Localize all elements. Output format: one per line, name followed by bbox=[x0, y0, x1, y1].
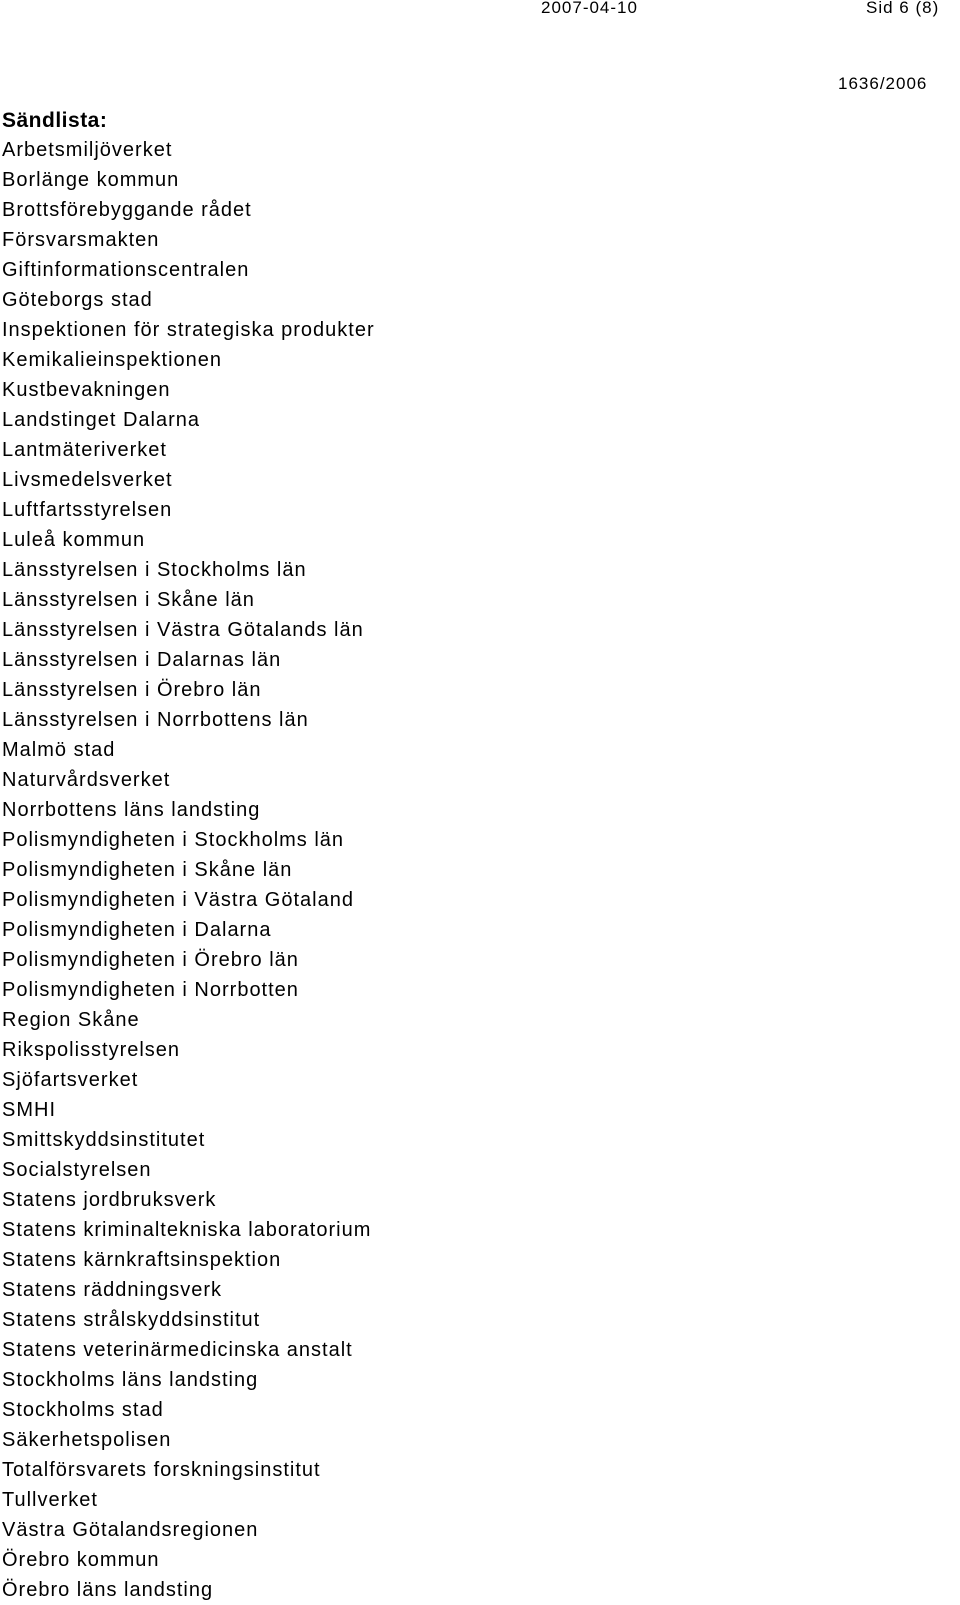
recipient-item: Rikspolisstyrelsen bbox=[2, 1039, 181, 1061]
recipient-item: Naturvårdsverket bbox=[2, 769, 171, 791]
recipient-item: Lantmäteriverket bbox=[2, 439, 167, 461]
recipient-item: Statens strålskyddsinstitut bbox=[2, 1309, 261, 1331]
recipient-item: Luleå kommun bbox=[2, 529, 146, 551]
recipient-item: Stockholms läns landsting bbox=[2, 1369, 259, 1391]
recipient-item: Inspektionen för strategiska produkter bbox=[2, 319, 375, 341]
header-date: 2007-04-10 bbox=[541, 0, 638, 17]
recipient-item: Region Skåne bbox=[2, 1009, 140, 1031]
recipient-item: Borlänge kommun bbox=[2, 169, 180, 191]
recipient-item: Statens kriminaltekniska laboratorium bbox=[2, 1219, 372, 1241]
distribution-list-title: Sändlista: bbox=[2, 109, 108, 132]
recipient-item: Smittskyddsinstitutet bbox=[2, 1129, 206, 1151]
document-number: 1636/2006 bbox=[838, 74, 928, 93]
recipient-item: Brottsförebyggande rådet bbox=[2, 199, 252, 221]
recipient-item: Polismyndigheten i Örebro län bbox=[2, 949, 299, 971]
recipient-item: Polismyndigheten i Dalarna bbox=[2, 919, 272, 941]
recipient-item: Örebro läns landsting bbox=[2, 1579, 214, 1601]
recipient-item: Länsstyrelsen i Skåne län bbox=[2, 589, 255, 611]
recipient-item: Statens kärnkraftsinspektion bbox=[2, 1249, 282, 1271]
recipient-item: Statens räddningsverk bbox=[2, 1279, 223, 1301]
recipient-item: Länsstyrelsen i Örebro län bbox=[2, 679, 262, 701]
page-number: Sid 6 (8) bbox=[866, 0, 940, 17]
recipient-item: Statens veterinärmedicinska anstalt bbox=[2, 1339, 353, 1361]
recipient-item: Luftfartsstyrelsen bbox=[2, 499, 173, 521]
recipient-item: Länsstyrelsen i Norrbottens län bbox=[2, 709, 309, 731]
recipient-item: Länsstyrelsen i Stockholms län bbox=[2, 559, 307, 581]
recipient-list bbox=[2, 135, 375, 1605]
recipient-item: Kustbevakningen bbox=[2, 379, 171, 401]
recipient-item: Polismyndigheten i Norrbotten bbox=[2, 979, 299, 1001]
recipient-item: Länsstyrelsen i Dalarnas län bbox=[2, 649, 282, 671]
recipient-item: Säkerhetspolisen bbox=[2, 1429, 172, 1451]
recipient-item: Kemikalieinspektionen bbox=[2, 349, 223, 371]
recipient-item: Länsstyrelsen i Västra Götalands län bbox=[2, 619, 364, 641]
recipient-item: Totalförsvarets forskningsinstitut bbox=[2, 1459, 321, 1481]
recipient-item: Livsmedelsverket bbox=[2, 469, 173, 491]
recipient-item: Västra Götalandsregionen bbox=[2, 1519, 259, 1541]
recipient-item: Polismyndigheten i Västra Götaland bbox=[2, 889, 354, 911]
recipient-item: Försvarsmakten bbox=[2, 229, 160, 251]
recipient-item: Tullverket bbox=[2, 1489, 98, 1511]
recipient-item: Stockholms stad bbox=[2, 1399, 164, 1421]
recipient-item: Norrbottens läns landsting bbox=[2, 799, 261, 821]
recipient-item: Arbetsmiljöverket bbox=[2, 139, 173, 161]
recipient-item: Giftinformationscentralen bbox=[2, 259, 250, 281]
recipient-item: Polismyndigheten i Skåne län bbox=[2, 859, 293, 881]
recipient-item: Socialstyrelsen bbox=[2, 1159, 152, 1181]
recipient-item: SMHI bbox=[2, 1099, 56, 1121]
recipient-item: Örebro kommun bbox=[2, 1549, 160, 1571]
recipient-item: Landstinget Dalarna bbox=[2, 409, 201, 431]
recipient-item: Polismyndigheten i Stockholms län bbox=[2, 829, 345, 851]
recipient-item: Statens jordbruksverk bbox=[2, 1189, 217, 1211]
recipient-item: Malmö stad bbox=[2, 739, 116, 761]
recipient-item: Göteborgs stad bbox=[2, 289, 153, 311]
recipient-item: Sjöfartsverket bbox=[2, 1069, 139, 1091]
